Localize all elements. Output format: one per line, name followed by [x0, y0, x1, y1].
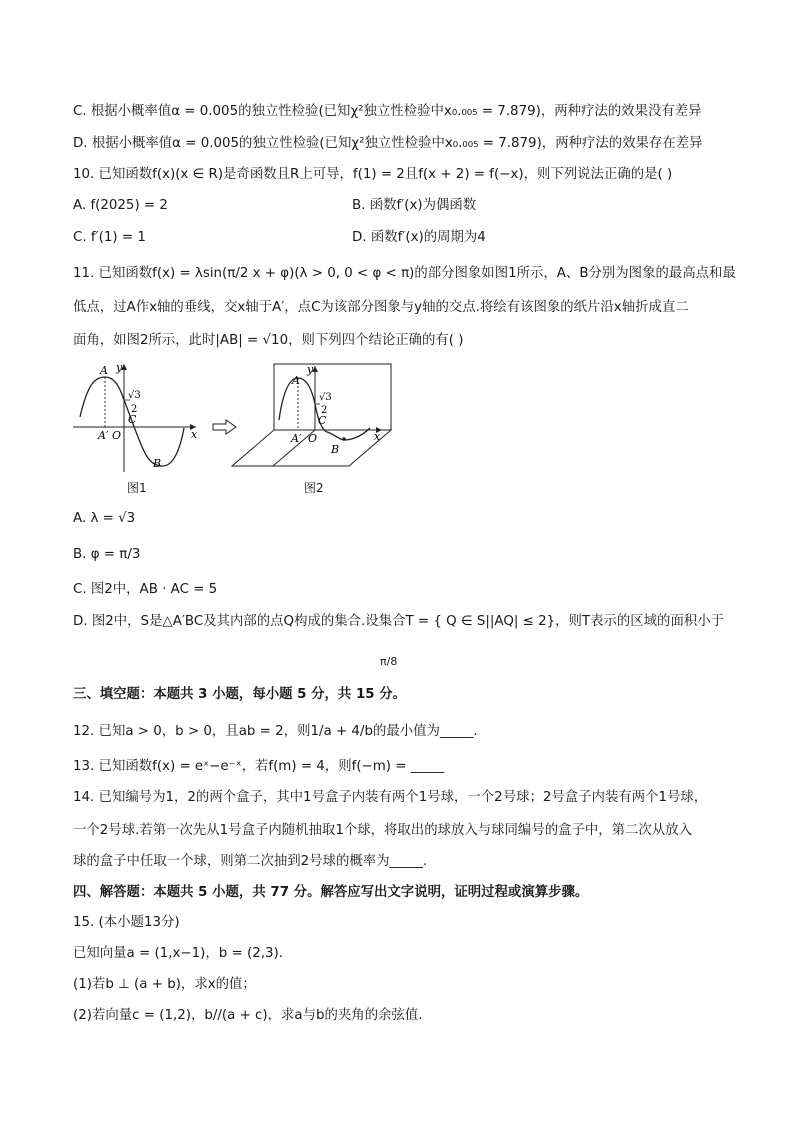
fig1-label-sqrt3: √3 — [128, 390, 141, 401]
question-15-part1: (1)若b ⊥ (a + b)，求x的值； — [73, 977, 256, 992]
question-14-line3: 球的盒子中任取一个球，则第二次抽到2号球的概率为_____. — [73, 854, 428, 869]
fig1-label-c: C — [128, 413, 137, 426]
question-10: 10. 已知函数f(x)(x ∈ R)是奇函数且R上可导，f(1) = 2且f(x + 2) = f(−x)，则下列说法正确的是( ) — [73, 167, 673, 182]
figure-1 — [70, 360, 210, 475]
section-4-heading: 四、解答题：本题共 5 小题，共 77 分。解答应写出文字说明，证明过程或演算步骤。 — [73, 885, 589, 900]
q10-option-a: A. f(2025) = 2 — [73, 198, 168, 213]
q11-option-d: D. 图2中，S是△A′BC及其内部的点Q构成的集合.设集合T = { Q ∈ S||AQ| ≤ 2}，则T表示的区域的面积小于 — [73, 614, 725, 629]
fig1-label-a: A — [100, 364, 108, 377]
fig2-caption: 图2 — [304, 481, 324, 495]
question-14-line2: 一个2号球.若第一次先从1号盒子内随机抽取1个球，将取出的球放入与球同编号的盒子中，第二次从放入 — [73, 823, 692, 838]
question-15-title: 15. (本小题13分) — [73, 915, 180, 930]
fig2-label-a: A — [292, 374, 300, 387]
fig2-label-aprime: A′ — [291, 432, 302, 445]
fig2-label-c: C — [318, 414, 327, 427]
question-11-line1: 11. 已知函数f(x) = λsin(π/2 x + φ)(λ > 0, 0 < φ < π)的部分图象如图1所示，A、B分别为图象的最高点和最 — [73, 266, 736, 281]
q11-option-c: C. 图2中，AB · AC = 5 — [73, 582, 218, 597]
fig2-label-y: y — [307, 363, 314, 376]
option-c-line: C. 根据小概率值α = 0.005的独立性检验(已知χ²独立性检验中x₀.₀₀₅ = 7.879)，两种疗法的效果没有差异 — [73, 104, 702, 119]
fig1-label-y: y — [116, 361, 123, 374]
question-15-part2: (2)若向量c = (1,2)，b//(a + c)，求a与b的夹角的余弦值. — [73, 1008, 423, 1023]
fig2-label-sqrt3: √3 — [319, 392, 332, 403]
fig1-label-x: x — [191, 428, 198, 441]
question-12: 12. 已知a > 0，b > 0，且ab = 2，则1/a + 4/b的最小值为_____. — [73, 724, 478, 739]
q10-option-b: B. 函数f′(x)为偶函数 — [352, 198, 477, 213]
fig1-label-two: 2 — [131, 404, 138, 415]
question-13: 13. 已知函数f(x) = eˣ−e⁻ˣ，若f(m) = 4，则f(−m) = _____ — [73, 759, 445, 774]
question-11-line2: 低点，过A作x轴的垂线，交x轴于A′，点C为该部分图象与y轴的交点.将绘有该图象的纸片沿x轴折成直二 — [73, 300, 689, 315]
fig1-label-o: O — [112, 429, 122, 442]
fig1-caption: 图1 — [127, 481, 147, 495]
q11-option-a: A. λ = √3 — [73, 511, 136, 526]
fig2-label-b: B — [331, 443, 340, 456]
section-3-heading: 三、填空题：本题共 3 小题，每小题 5 分，共 15 分。 — [73, 687, 407, 702]
fig2-label-two: 2 — [321, 405, 328, 416]
fig1-label-aprime: A′ — [98, 429, 109, 442]
question-14-line1: 14. 已知编号为1，2的两个盒子，其中1号盒子内装有两个1号球，一个2号球；2号盒子内装有两个1号球， — [73, 790, 708, 805]
fig1-label-b: B — [153, 457, 162, 470]
option-d-line: D. 根据小概率值α = 0.005的独立性检验(已知χ²独立性检验中x₀.₀₀₅ = 7.879)，两种疗法的效果存在差异 — [73, 136, 703, 151]
q10-option-d: D. 函数f′(x)的周期为4 — [352, 230, 486, 245]
fig2-label-o: O — [308, 432, 318, 445]
q11-option-b: B. φ = π/3 — [73, 547, 141, 562]
q11-option-d-end: π/8 — [380, 655, 398, 668]
figure-2 — [230, 362, 400, 477]
q10-option-c: C. f′(1) = 1 — [73, 230, 146, 245]
question-11-line3: 面角，如图2所示，此时|AB| = √10，则下列四个结论正确的有( ) — [73, 333, 464, 348]
fig2-label-x: x — [374, 430, 381, 443]
question-15-stem: 已知向量a = (1,x−1)，b = (2,3). — [73, 946, 284, 961]
